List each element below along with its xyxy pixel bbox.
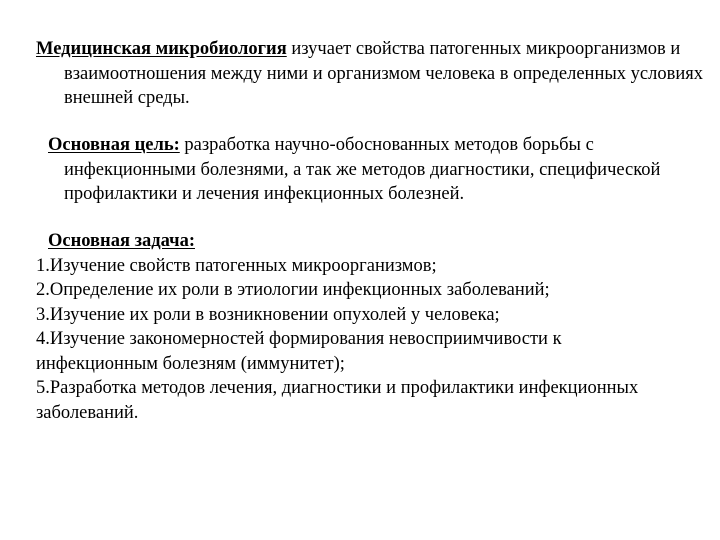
goal-label: Основная цель:	[48, 135, 180, 155]
task-list	[36, 254, 676, 426]
task-item-4: 4.Изучение закономерностей формирования невосприимчивости к инфекционным болезням (иммунитет);	[36, 329, 562, 374]
task-item-1: 1.Изучение свойств патогенных микроорганизмов;	[36, 255, 437, 276]
definition-term: Медицинская микробиология	[36, 39, 287, 59]
task-section	[36, 229, 676, 425]
task-label: Основная задача:	[48, 231, 195, 251]
goal-text: разработка научно-обоснованных методов борьбы с инфекционными болезнями, а так же методов диагностики, специфической профилактики и лечения инфекционных болезней.	[64, 135, 661, 204]
goal-paragraph	[36, 133, 704, 207]
task-item-2: 2.Определение их роли в этиологии инфекционных заболеваний;	[36, 280, 550, 300]
task-item-3: 3.Изучение их роли в возникновении опухолей у человека;	[36, 304, 500, 325]
definition-text: изучает свойства патогенных микроорганизмов и взаимоотношения между ними и организмом человека в определенных условиях внешней среды.	[64, 39, 703, 108]
definition-paragraph	[36, 37, 704, 111]
task-item-5: 5.Разработка методов лечения, диагностики и профилактики инфекционных заболеваний.	[36, 378, 639, 423]
